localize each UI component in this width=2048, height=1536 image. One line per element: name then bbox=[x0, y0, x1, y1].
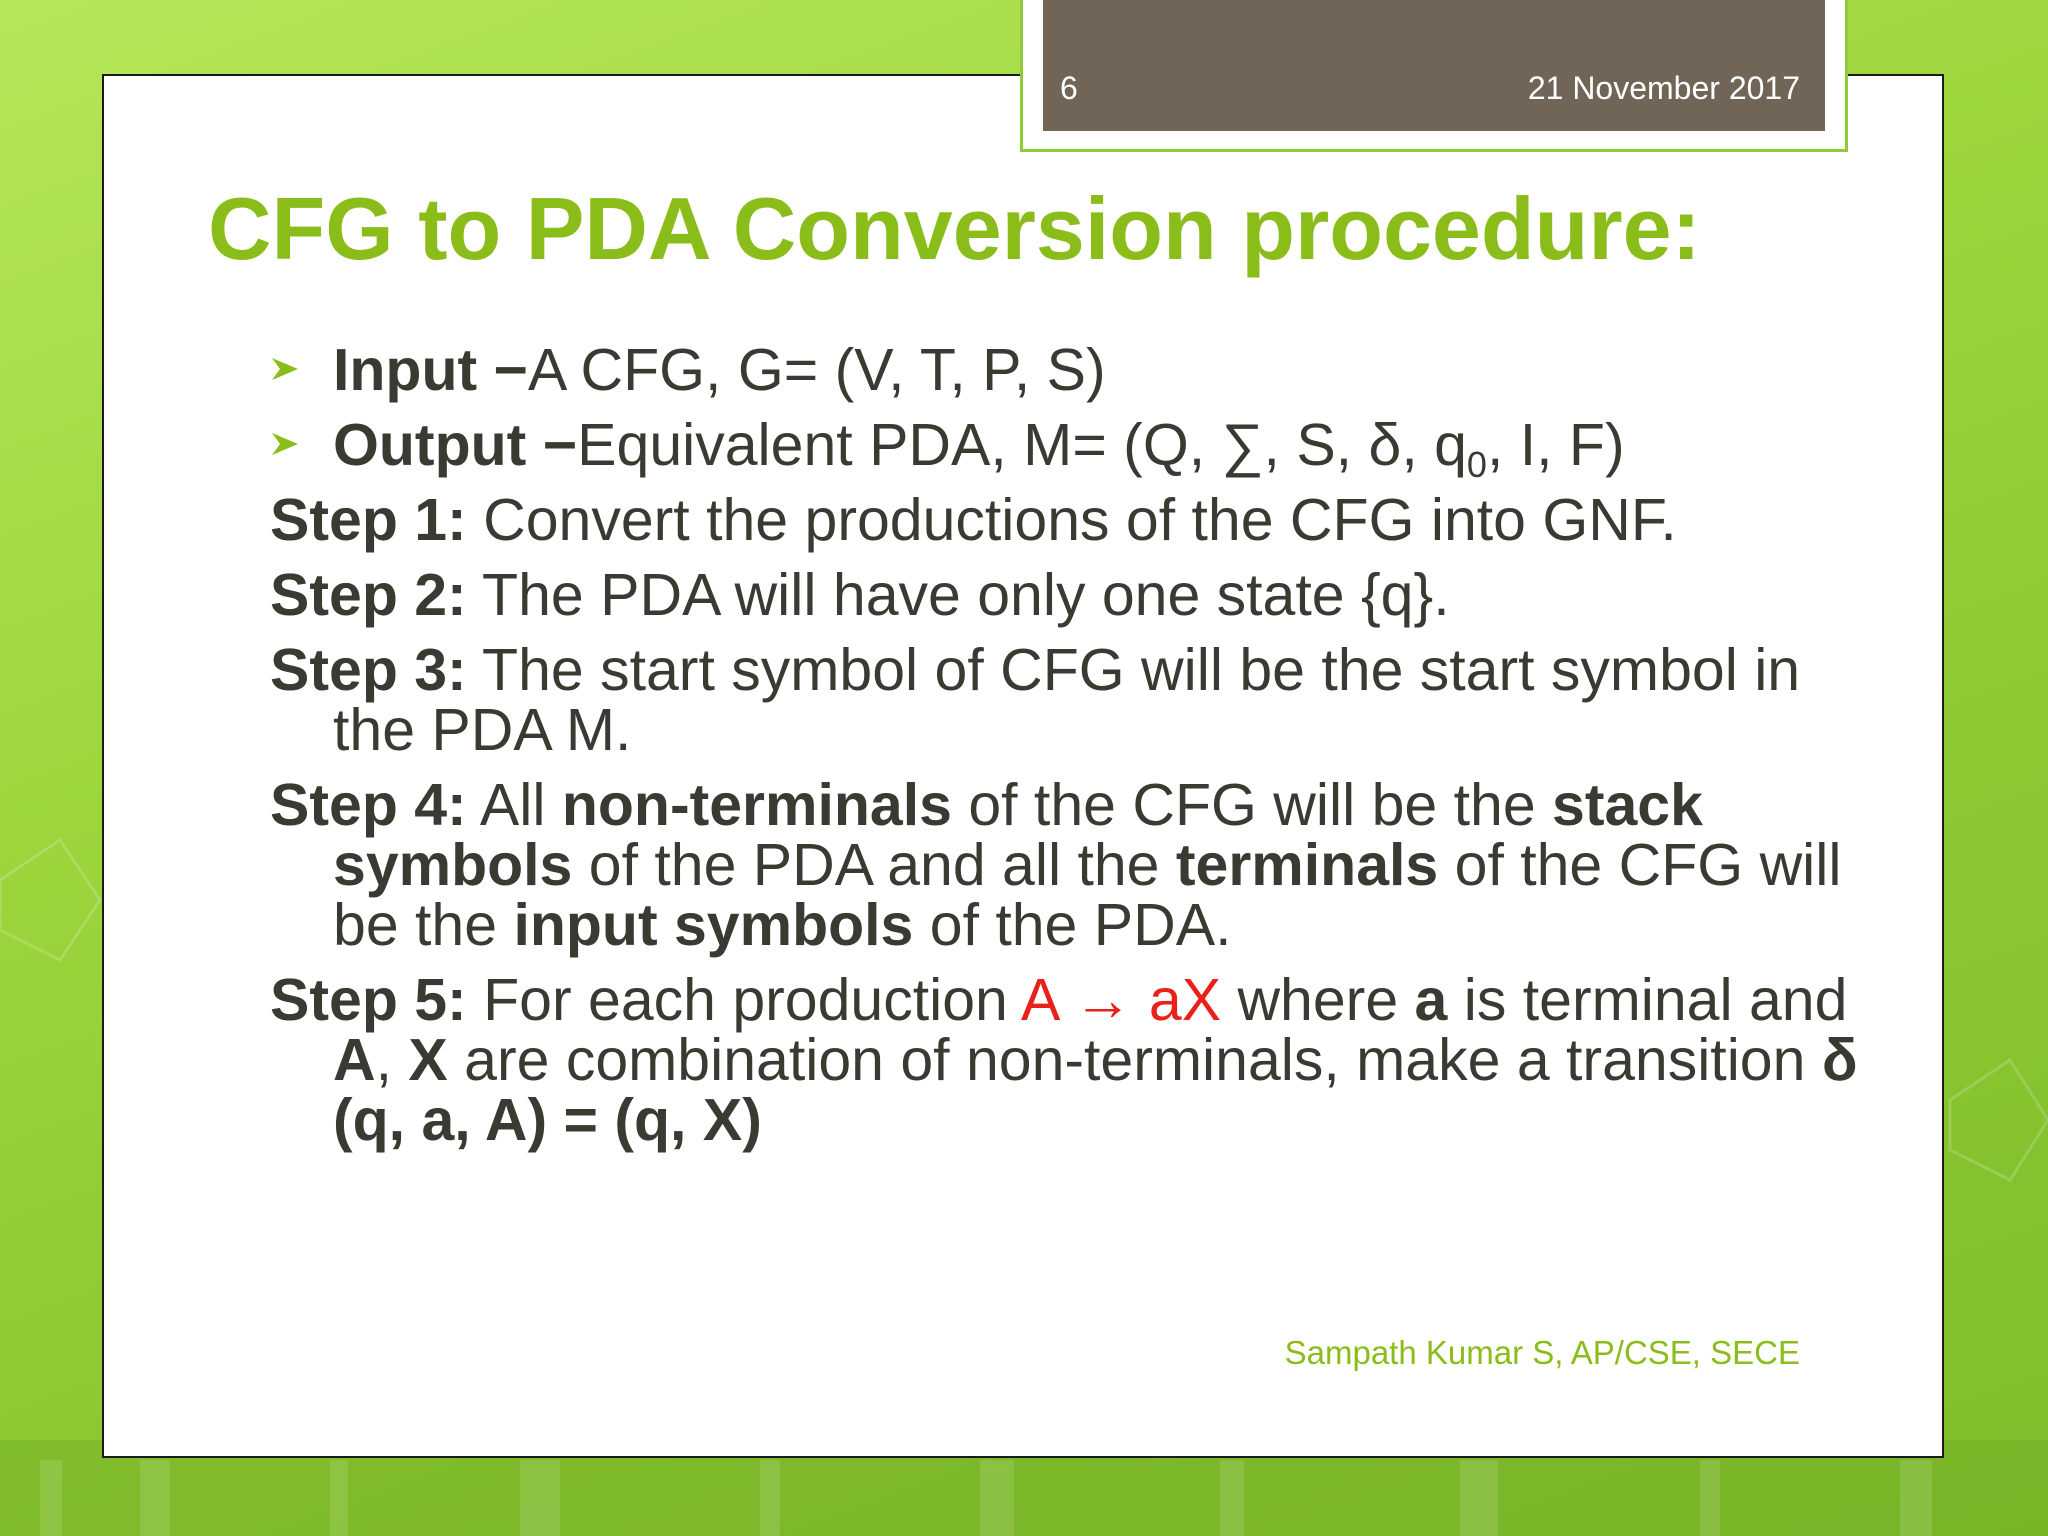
step-5-transition: δ (q, a, A) = (q, X) bbox=[333, 1027, 1858, 1153]
output-text-end: , I, F) bbox=[1486, 412, 1625, 478]
step-5-text: , bbox=[375, 1027, 409, 1093]
input-text: A CFG, G= (V, T, P, S) bbox=[528, 337, 1106, 403]
step-4-bold-term: stack symbols bbox=[333, 772, 1703, 898]
slide-footer: Sampath Kumar S, AP/CSE, SECE bbox=[1284, 1334, 1800, 1371]
step-1-label: Step 1: bbox=[270, 487, 467, 553]
step-5-text: are combination of non-terminals, make a transition bbox=[447, 1027, 1822, 1093]
step-4-text: All bbox=[466, 772, 562, 838]
step-5-bold-term: a bbox=[1414, 967, 1448, 1033]
step-4 bbox=[270, 772, 1860, 958]
step-4-text: of the CFG will be the bbox=[951, 772, 1553, 838]
output-label: Output − bbox=[333, 412, 578, 478]
step-5 bbox=[270, 967, 1860, 1153]
step-4-text: of the PDA and all the bbox=[572, 832, 1176, 898]
slide-content bbox=[270, 337, 1860, 1165]
step-2 bbox=[270, 562, 1860, 628]
slide-number: 6 bbox=[1060, 70, 1078, 106]
step-2-label: Step 2: bbox=[270, 562, 467, 628]
header-panel bbox=[1043, 0, 1825, 131]
step-4-bold-term: input symbols bbox=[513, 892, 914, 958]
output-text: Equivalent PDA, M= (Q, ∑, S, δ, q bbox=[577, 412, 1467, 478]
step-5-text: where bbox=[1221, 967, 1415, 1033]
step-5-bold-term: X bbox=[408, 1027, 448, 1093]
step-1-text: Convert the productions of the CFG into GNF. bbox=[466, 487, 1677, 553]
bullet-output bbox=[270, 412, 1860, 485]
step-4-bold-term: non-terminals bbox=[561, 772, 952, 838]
arrow-bullet-icon bbox=[270, 354, 300, 384]
step-5-label: Step 5: bbox=[270, 967, 467, 1033]
slide-date: 21 November 2017 bbox=[1527, 70, 1800, 106]
step-4-bold-term: terminals bbox=[1175, 832, 1439, 898]
step-3-label: Step 3: bbox=[270, 637, 467, 703]
input-label: Input − bbox=[333, 337, 529, 403]
step-3-text: The start symbol of CFG will be the start symbol in the PDA M. bbox=[333, 637, 1801, 763]
step-1 bbox=[270, 487, 1860, 553]
step-5-text: For each production bbox=[466, 967, 1021, 1033]
step-2-text: The PDA will have only one state {q}. bbox=[466, 562, 1450, 628]
step-4-text: of the PDA. bbox=[913, 892, 1232, 958]
step-5-production: A → aX bbox=[1021, 967, 1222, 1033]
step-4-text: of the CFG will be the bbox=[333, 832, 1842, 958]
slide-title: CFG to PDA Conversion procedure: bbox=[208, 179, 1701, 278]
bullet-input bbox=[270, 337, 1860, 403]
step-5-bold-term: A bbox=[333, 1027, 376, 1093]
step-4-label: Step 4: bbox=[270, 772, 467, 838]
step-5-text: is terminal and bbox=[1447, 967, 1848, 1033]
output-subscript: 0 bbox=[1466, 444, 1487, 485]
arrow-bullet-icon bbox=[270, 429, 300, 459]
step-3 bbox=[270, 637, 1860, 763]
